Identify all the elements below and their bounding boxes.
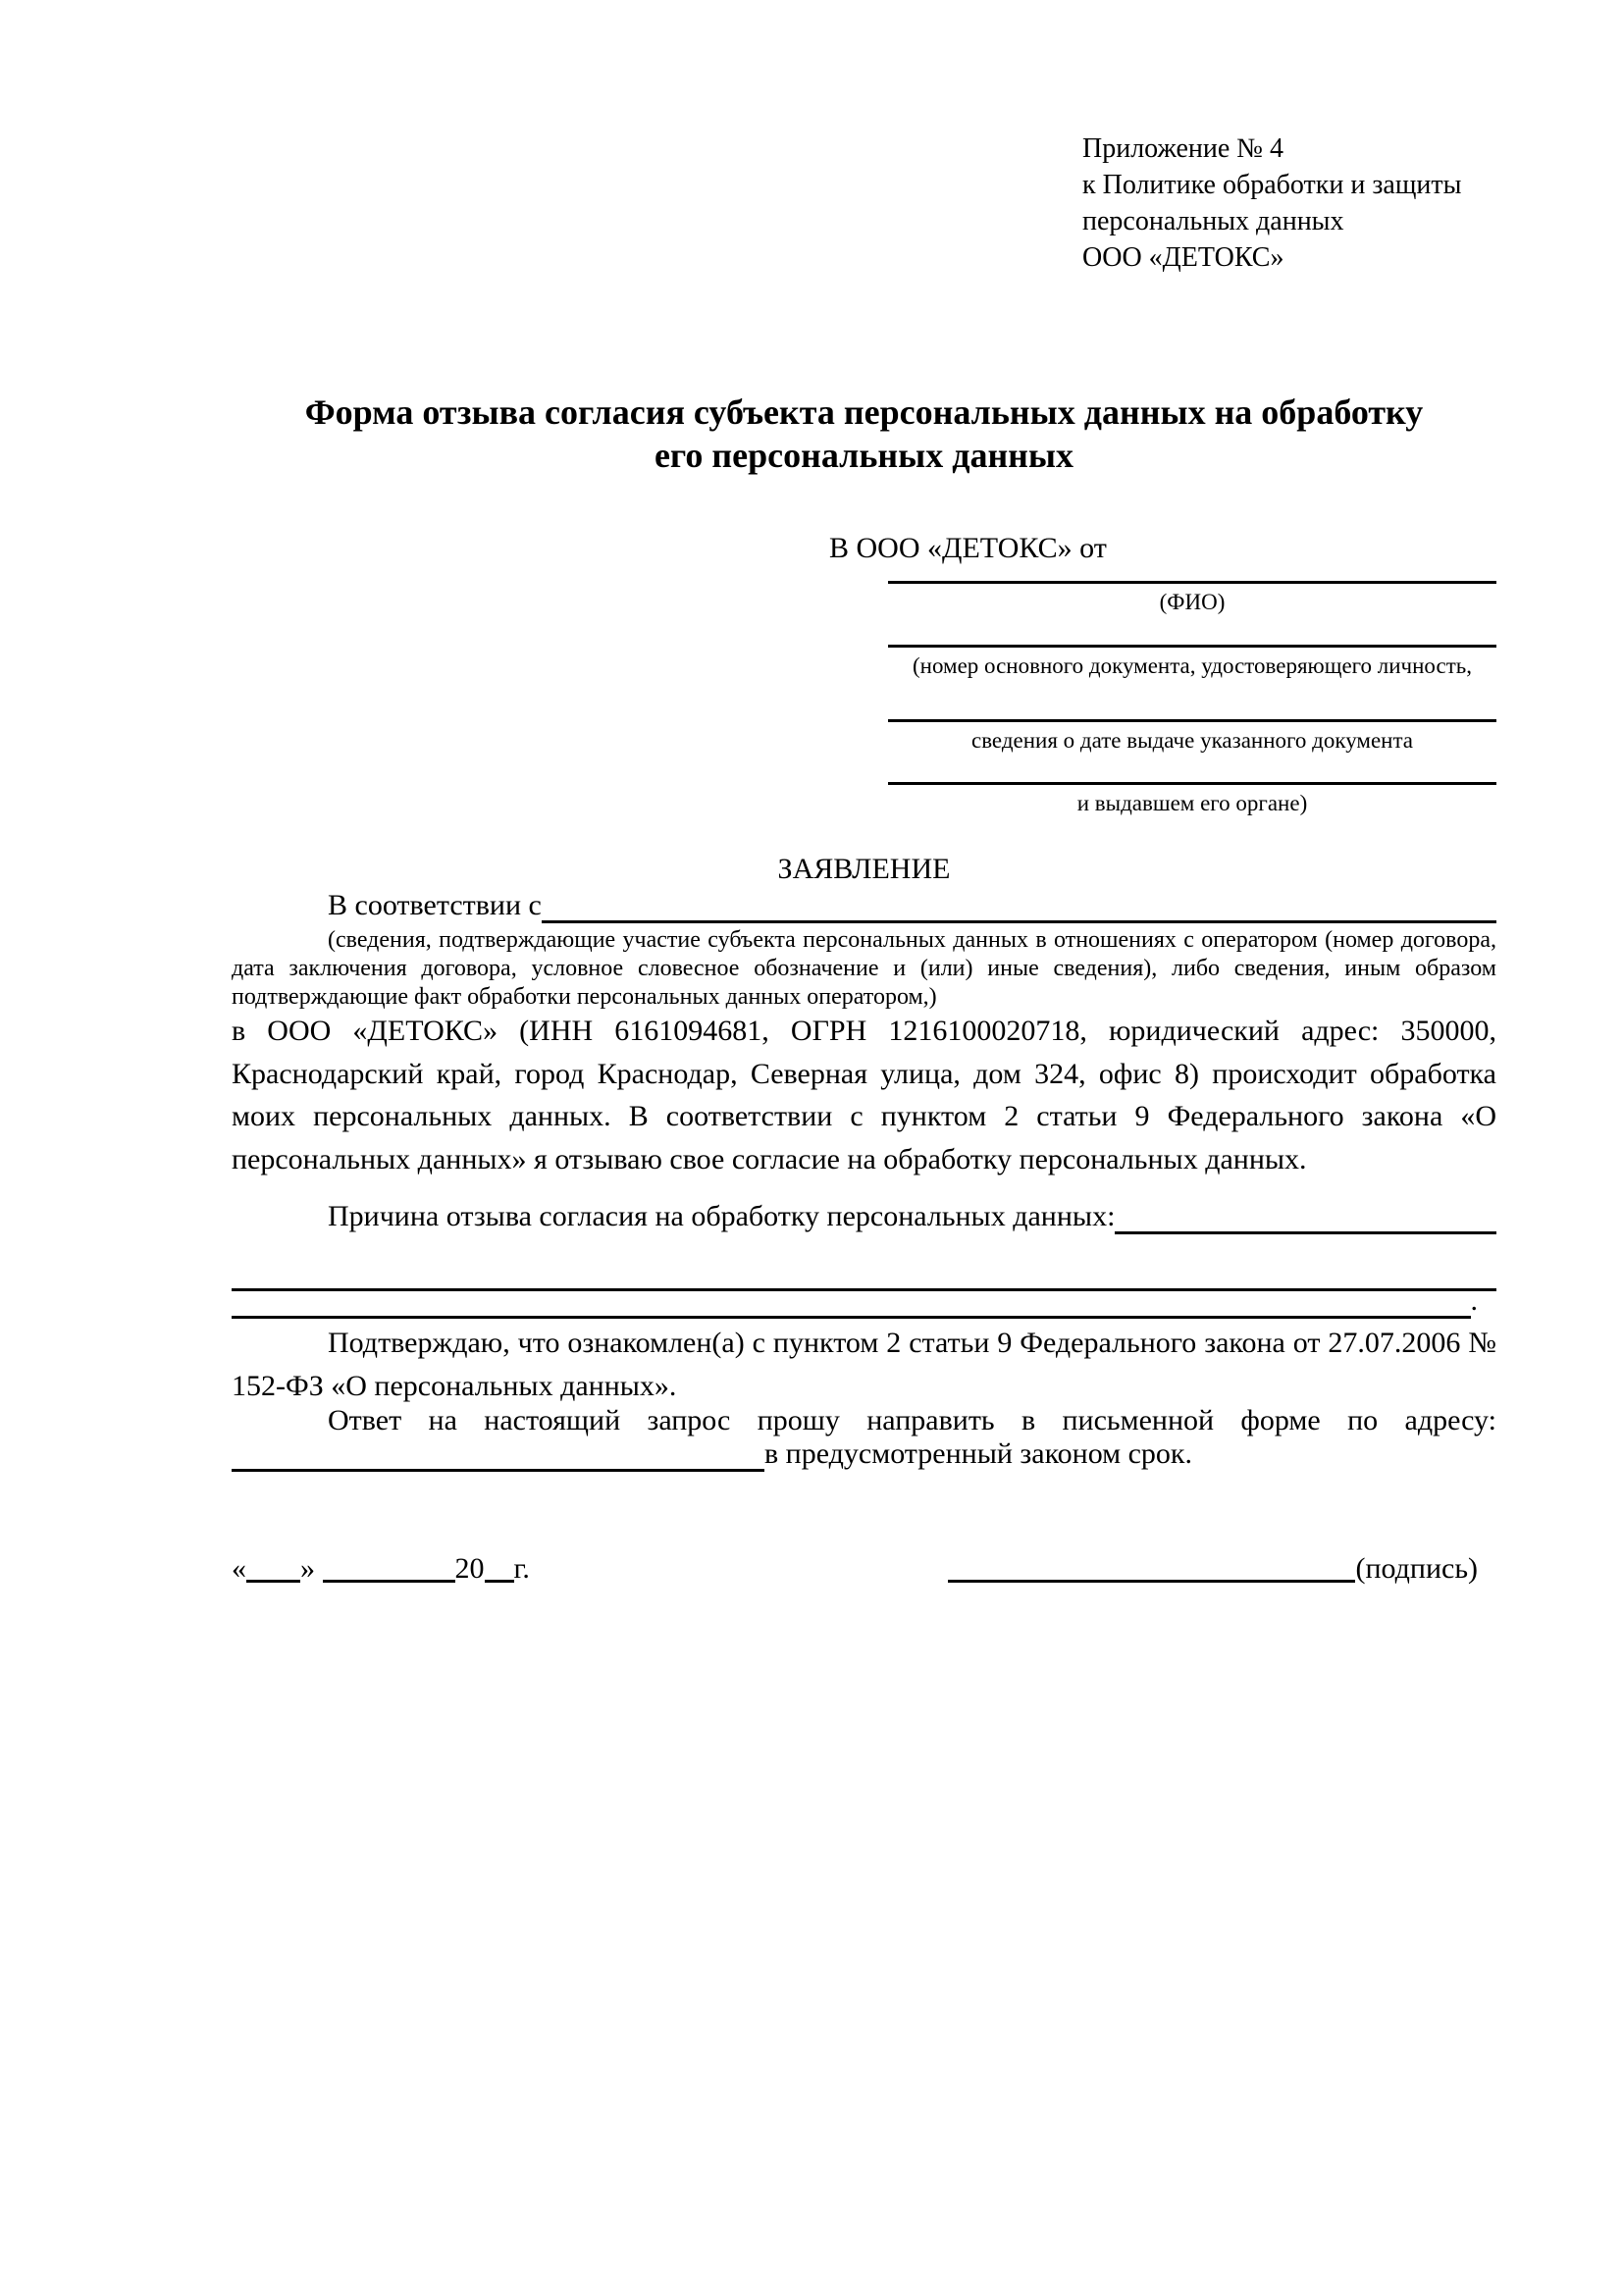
reason-fill-line <box>1115 1231 1496 1234</box>
date-day-line <box>246 1553 300 1583</box>
date-year-suffix: г. <box>513 1552 530 1585</box>
reason-blank-line-2 <box>232 1316 1471 1319</box>
document-number-field-caption: (номер основного документа, удостоверяющего личность, <box>912 653 1472 678</box>
document-title-line: Форма отзыва согласия субъекта персональных данных на обработку <box>304 392 1424 432</box>
response-tail-label: в предусмотренный законом срок. <box>764 1437 1192 1470</box>
date-year-prefix: 20 <box>454 1552 485 1585</box>
appendix-line: к Политике обработки и защиты <box>1082 170 1462 200</box>
issue-date-field-caption: сведения о дате выдаче указанного документа <box>970 728 1414 753</box>
fio-field <box>888 581 1496 615</box>
document-title-line: его персональных данных <box>654 436 1074 475</box>
date-year-line <box>485 1553 514 1583</box>
blank-line-terminator: . <box>1470 1284 1478 1317</box>
reason-blank-line-2-row <box>232 1280 1478 1322</box>
appendix-reference <box>1082 130 1461 276</box>
signature-caption: (подпись) <box>1355 1552 1478 1585</box>
response-request-paragraph: Ответ на настоящий запрос прошу направить в письменной форме по адресу: <box>328 1404 1496 1436</box>
confirmation-paragraph: Подтверждаю, что ознакомлен(а) с пунктом 2 статьи 9 Федерального закона от 27.07.2006 № 152-ФЗ «О персональных данных». <box>232 1327 1496 1402</box>
document-title <box>232 391 1496 477</box>
issue-date-field <box>888 719 1496 754</box>
date-close-quote: » <box>300 1552 315 1585</box>
date-open-quote: « <box>232 1552 246 1585</box>
intro-note: (сведения, подтверждающие участие субъекта персональных данных в отношениях с оператором (номер договора, дата заключения договора, условное словесное обозначение и (или) иные сведения), либо сведения, иным образом подтверждающие факт обработки персональных данных оператором,) <box>232 927 1496 1010</box>
addressee-label: В ООО «ДЕТОКС» от <box>829 532 1107 564</box>
fio-field-caption: (ФИО) <box>1159 590 1226 614</box>
signature-line <box>948 1553 1355 1583</box>
reason-label: Причина отзыва согласия на обработку персональных данных: <box>328 1200 1116 1232</box>
response-address-row <box>232 1434 1496 1475</box>
intro-label: В соответствии с <box>328 889 542 921</box>
date-blank-group <box>232 1548 530 1590</box>
footer-row <box>232 1548 1478 1590</box>
appendix-line: Приложение № 4 <box>1082 133 1283 164</box>
statement-heading: ЗАЯВЛЕНИЕ <box>777 853 951 885</box>
signature-group <box>948 1548 1478 1590</box>
address-fill-line <box>232 1469 764 1472</box>
intro-fill-line <box>542 920 1496 923</box>
intro-row <box>232 885 1496 926</box>
appendix-line: персональных данных <box>1082 206 1344 236</box>
date-month-line <box>323 1553 455 1583</box>
issuing-authority-field-caption: и выдавшем его органе) <box>1076 791 1308 815</box>
statement-body: в ООО «ДЕТОКС» (ИНН 6161094681, ОГРН 1216100020718, юридический адрес: 350000, Краснодарский край, город Краснодар, Северная улица, дом 324, офис 8) происходит обработка моих персональных данных. В соответствии с пунктом 2 статьи 9 Федерального закона «О персональных данных» я отзываю свое согласие на обработку персональных данных. <box>232 1015 1496 1175</box>
issue-date-field-line <box>888 719 1496 722</box>
document-number-field-line <box>888 645 1496 648</box>
issuing-authority-field <box>888 782 1496 816</box>
appendix-line: ООО «ДЕТОКС» <box>1082 242 1284 273</box>
document-number-field <box>888 645 1496 679</box>
fio-field-line <box>888 581 1496 584</box>
issuing-authority-field-line <box>888 782 1496 785</box>
reason-row <box>232 1196 1496 1237</box>
